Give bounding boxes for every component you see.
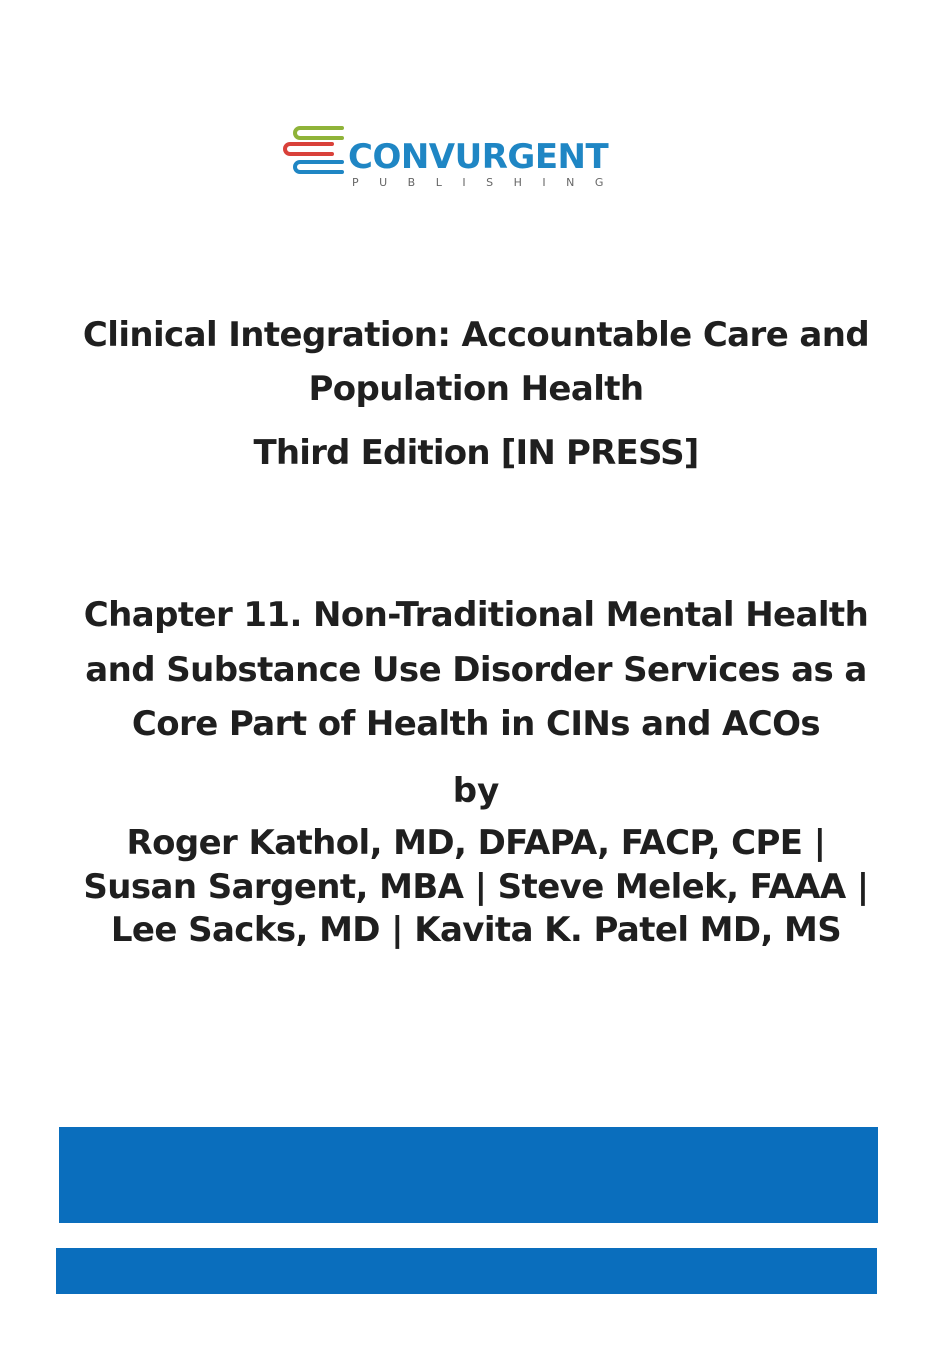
decorative-bar-top [59, 1127, 878, 1223]
chapter-title-line: Core Part of Health in CINs and ACOs [131, 704, 821, 744]
by-label: by [452, 771, 500, 811]
book-edition: Third Edition [IN PRESS] [253, 433, 699, 473]
author-list [0, 822, 952, 953]
book-title [0, 308, 952, 416]
decorative-bar-bottom [56, 1248, 877, 1294]
chapter-title-line: and Substance Use Disorder Services as a [85, 649, 867, 690]
author-line: Roger Kathol, MD, DFAPA, FACP, CPE | [126, 823, 826, 863]
publisher-subtitle: PUBLISHING [352, 176, 624, 189]
author-line: Susan Sargent, MBA | Steve Melek, FAAA | [83, 866, 869, 907]
chapter-title-line: Chapter 11. Non-Traditional Mental Health [83, 595, 869, 635]
author-line: Lee Sacks, MD | Kavita K. Patel MD, MS [110, 910, 842, 950]
publisher-name: CONVURGENT [348, 137, 609, 177]
book-title-line: Population Health [308, 369, 644, 409]
stacked-books-icon [282, 122, 346, 178]
publisher-logo [282, 122, 622, 194]
book-title-line: Clinical Integration: Accountable Care and [82, 315, 870, 355]
chapter-title [0, 588, 952, 752]
